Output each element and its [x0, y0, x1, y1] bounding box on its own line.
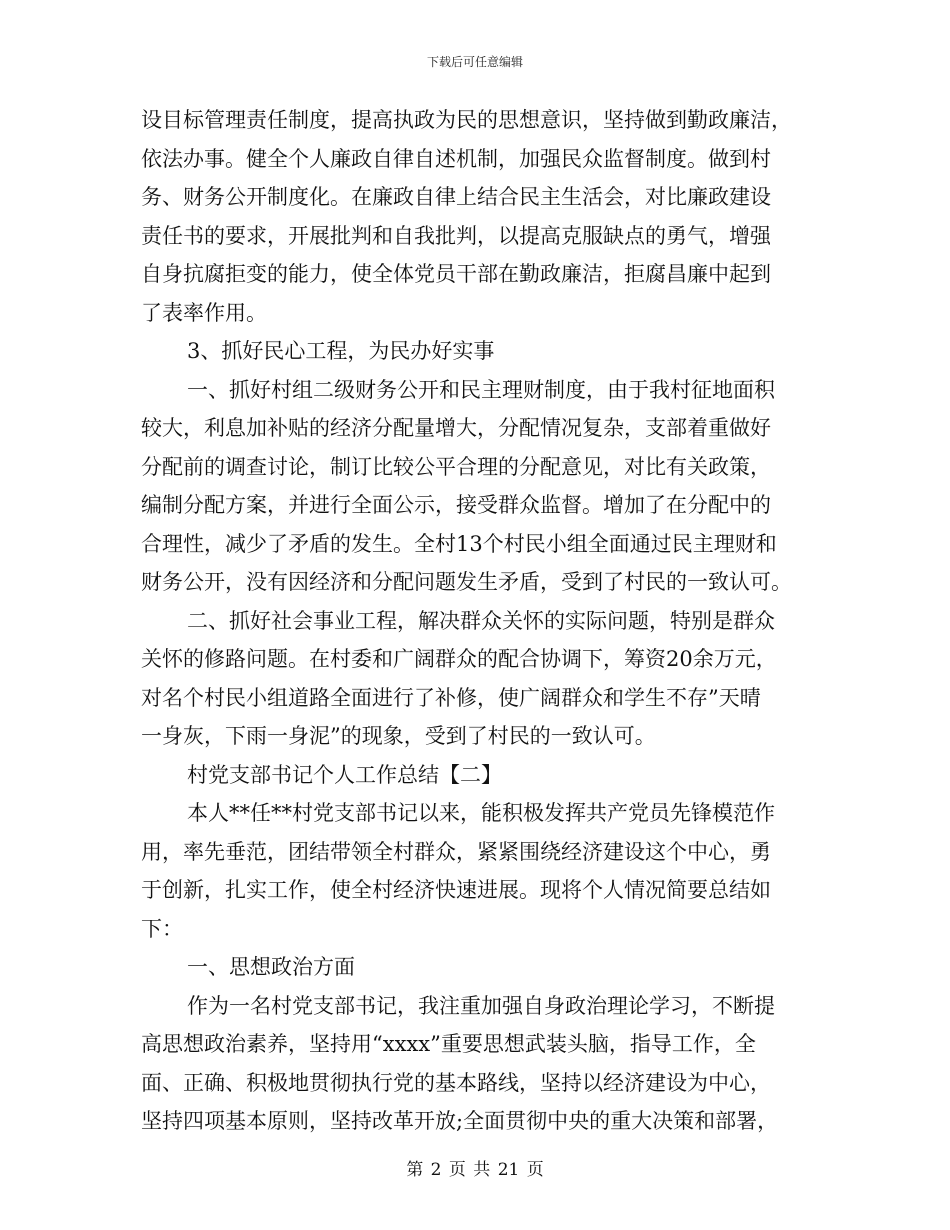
- text-line: 财务公开，没有因经济和分配问题发生矛盾，受到了村民的一致认可。: [141, 570, 792, 594]
- text-line: 作为一名村党支部书记，我注重加强自身政治理论学习，不断提: [187, 993, 775, 1018]
- text-line: 编制分配方案，并进行全面公示，接受群众监督。增加了在分配中的: [141, 493, 771, 517]
- text-line: 坚持四项基本原则，坚持改革开放;全面贯彻中央的重大决策和部署，: [141, 1109, 779, 1133]
- text-line: 务、财务公开制度化。在廉政自律上结合民主生活会，对比廉政建设: [141, 185, 771, 209]
- text-line: 面、正确、积极地贯彻执行党的基本路线，坚持以经济建设为中心，: [141, 1070, 771, 1095]
- text-line: 自身抗腐拒变的能力，使全体党员干部在勤政廉洁，拒腐昌廉中起到: [141, 262, 771, 286]
- text-line: 对名个村民小组道路全面进行了补修，使广阔群众和学生不存”天晴: [141, 685, 761, 710]
- text-line: 下：: [141, 916, 183, 941]
- section-heading: [141, 948, 811, 987]
- text-line: 用，率先垂范，团结带领全村群众，紧紧围绕经济建设这个中心，勇: [141, 839, 771, 864]
- paragraph: [141, 371, 811, 602]
- page-number: 第 2 页 共 21 页: [406, 1160, 544, 1180]
- text-line: 一、抓好村组二级财务公开和民主理财制度，由于我村征地面积: [187, 377, 775, 402]
- text-line: 高思想政治素养，坚持用“xxxx”重要思想武装头脑，指导工作，全: [141, 1032, 756, 1056]
- text-line: 3、抓好民心工程，为民办好实事: [187, 339, 495, 363]
- paragraph: [141, 794, 811, 948]
- text-line: 设目标管理责任制度，提高执政为民的思想意识，坚持做到勤政廉洁，: [141, 108, 792, 132]
- text-line: 二、抓好社会事业工程，解决群众关怀的实际问题，特别是群众: [187, 608, 775, 633]
- page-header-note: 下载后可任意编辑: [426, 55, 523, 69]
- text-line: 本人**任**村党支部书记以来，能积极发挥共产党员先锋模范作: [187, 801, 775, 825]
- section-heading: [141, 332, 811, 371]
- text-line: 了表率作用。: [141, 300, 267, 325]
- text-line: 一身灰，下雨一身泥”的现象，受到了村民的一致认可。: [141, 724, 656, 748]
- text-line: 于创新，扎实工作，使全村经济快速进展。现将个人情况简要总结如: [141, 878, 771, 902]
- text-line: 合理性，减少了矛盾的发生。全村13个村民小组全面通过民主理财和: [141, 531, 777, 556]
- paragraph: [141, 987, 811, 1141]
- text-line: 一、思想政治方面: [187, 955, 355, 979]
- paragraph: [141, 101, 811, 332]
- text-line: 依法办事。健全个人廉政自律自述机制，加强民众监督制度。做到村: [141, 146, 771, 171]
- text-line: 责任书的要求，开展批判和自我批判，以提高克服缺点的勇气，增强: [141, 223, 771, 248]
- document-body: [141, 101, 811, 1141]
- text-line: 分配前的调查讨论，制订比较公平合理的分配意见，对比有关政策，: [141, 454, 771, 479]
- text-line: 较大，利息加补贴的经济分配量增大，分配情况复杂，支部着重做好: [141, 416, 771, 440]
- section-heading: [141, 756, 811, 795]
- text-line: 关怀的修路问题。在村委和广阔群众的配合协调下，筹资20余万元，: [141, 647, 777, 671]
- paragraph: [141, 602, 811, 756]
- text-line: 村党支部书记个人工作总结【二】: [187, 762, 502, 787]
